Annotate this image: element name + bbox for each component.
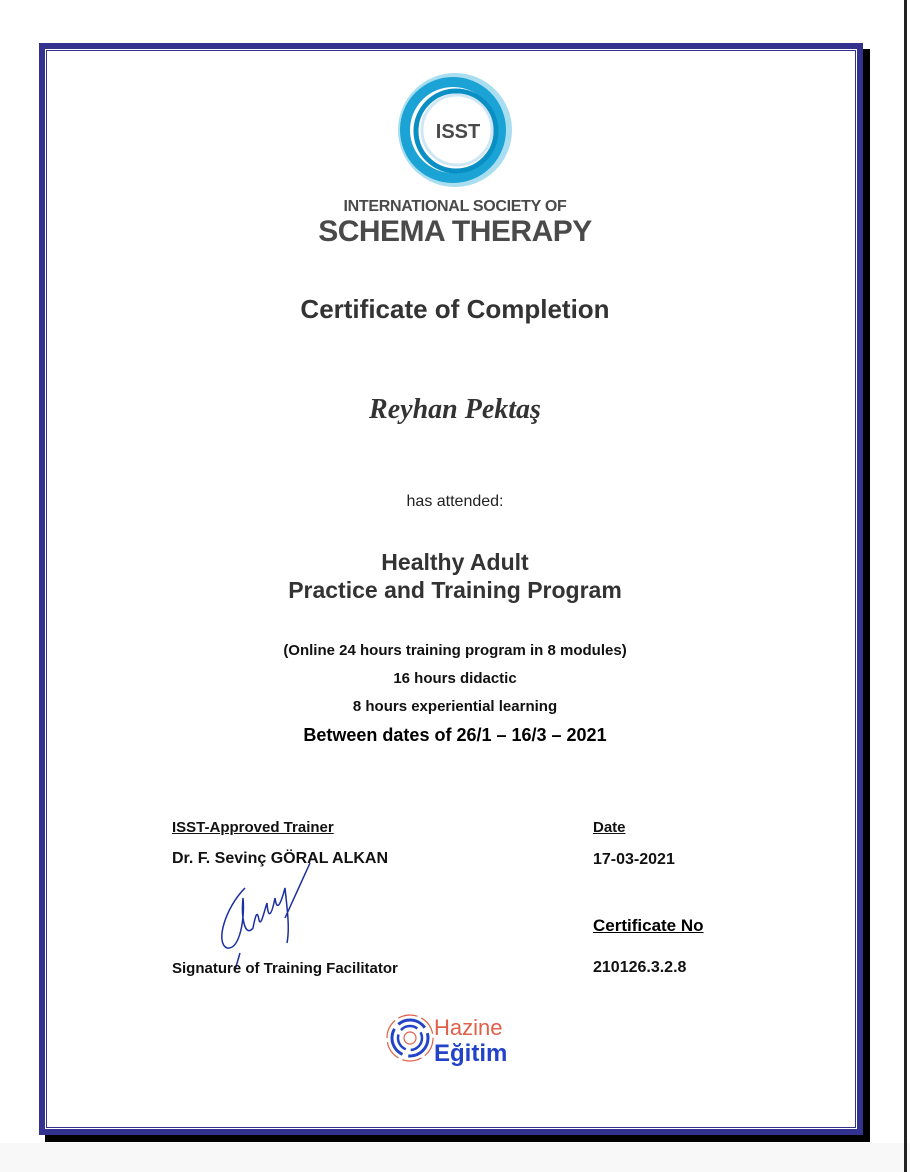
attended-label: has attended: (406, 493, 504, 510)
recipient-name: Reyhan Pektaş (369, 394, 541, 425)
certificate-no-value: 210126.3.2.8 (593, 959, 687, 976)
program-detail-1: (Online 24 hours training program in 8 modules) (283, 642, 627, 659)
org-name-line1: INTERNATIONAL SOCIETY OF (343, 198, 567, 215)
program-dates: Between dates of 26/1 – 16/3 – 2021 (303, 725, 607, 745)
isst-abbr: ISST (435, 121, 481, 143)
org-name-line2: SCHEMA THERAPY (318, 215, 592, 248)
date-label: Date (593, 819, 626, 836)
trainer-name: Dr. F. Sevinç GÖRAL ALKAN (172, 850, 389, 867)
signature-label: Signature of Training Facilitator (172, 960, 398, 977)
hazine-text: Hazine (434, 1015, 503, 1040)
egitim-text: Eğitim (434, 1040, 508, 1067)
signature-icon (215, 858, 315, 973)
trainer-label: ISST-Approved Trainer (172, 819, 334, 836)
program-detail-3: 8 hours experiential learning (352, 698, 558, 715)
certificate-no-label: Certificate No (593, 916, 704, 935)
program-line2: Practice and Training Program (288, 577, 622, 603)
hazine-egitim-logo-icon (384, 1008, 524, 1068)
program-detail-2: 16 hours didactic (393, 670, 517, 687)
date-value: 17-03-2021 (593, 851, 675, 868)
program-line1: Healthy Adult (381, 549, 529, 575)
page-background (0, 1143, 910, 1172)
certificate-title: Certificate of Completion (300, 294, 610, 324)
isst-logo-icon (394, 70, 516, 192)
